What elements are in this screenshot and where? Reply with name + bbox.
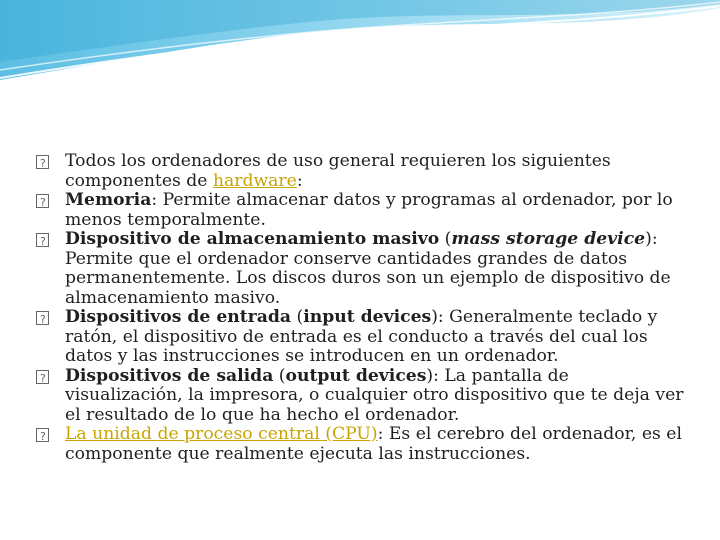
item-text: : bbox=[296, 170, 303, 191]
list-item bbox=[36, 152, 686, 191]
item-text: ( bbox=[439, 229, 452, 249]
item-text: : Es el cerebro del ordenador, es el componente que realmente ejecuta las instrucciones. bbox=[65, 424, 682, 464]
item-term: Dispositivo de almacenamiento masivo bbox=[65, 229, 440, 249]
item-text: Generalmente teclado y ratón, el dispositivo de entrada es el conducto a través del cual los datos y las instrucciones se introducen en un ordenador. bbox=[65, 307, 658, 366]
missing-glyph-box-icon bbox=[36, 233, 49, 247]
item-term-english: output devices bbox=[285, 365, 427, 386]
content-list bbox=[36, 152, 686, 464]
item-text: Todos los ordenadores de uso general requieren los siguientes componentes de bbox=[65, 151, 611, 191]
item-term-english: input devices bbox=[303, 307, 432, 327]
missing-glyph-box-icon bbox=[36, 370, 49, 384]
list-item bbox=[36, 425, 686, 464]
missing-glyph-box-icon bbox=[36, 194, 49, 208]
item-text: ): bbox=[431, 307, 444, 327]
list-item bbox=[36, 308, 686, 367]
hardware-link[interactable]: hardware bbox=[212, 170, 297, 191]
item-text: La pantalla de visualización, la impresora, o cualquier otro dispositivo que te deja ver el resultado de lo que ha hecho el ordenador. bbox=[65, 365, 684, 425]
list-item bbox=[36, 191, 686, 230]
missing-glyph-box-icon bbox=[36, 428, 49, 442]
item-text: : Permite almacenar datos y programas al ordenador, por lo menos temporalmente. bbox=[65, 190, 673, 230]
missing-glyph-box-icon bbox=[36, 311, 49, 325]
item-term: Memoria bbox=[65, 190, 152, 210]
list-item bbox=[36, 230, 686, 308]
item-term: Dispositivos de salida bbox=[65, 365, 274, 386]
item-text: ( bbox=[273, 365, 286, 386]
item-text: ): bbox=[426, 365, 439, 386]
item-term: Dispositivos de entrada bbox=[65, 307, 292, 327]
item-text: ): bbox=[645, 229, 658, 249]
item-term-english: mass storage device bbox=[451, 229, 646, 249]
missing-glyph-box-icon bbox=[36, 155, 49, 169]
item-text: ( bbox=[291, 307, 304, 327]
list-item bbox=[36, 367, 686, 426]
header-wave-decoration bbox=[0, 0, 720, 80]
cpu-link[interactable]: La unidad de proceso central (CPU) bbox=[65, 424, 378, 444]
item-text: Permite que el ordenador conserve cantidades grandes de datos permanentemente. Los discos duros son un ejemplo de dispositivo de almacenamiento masivo. bbox=[65, 248, 671, 308]
